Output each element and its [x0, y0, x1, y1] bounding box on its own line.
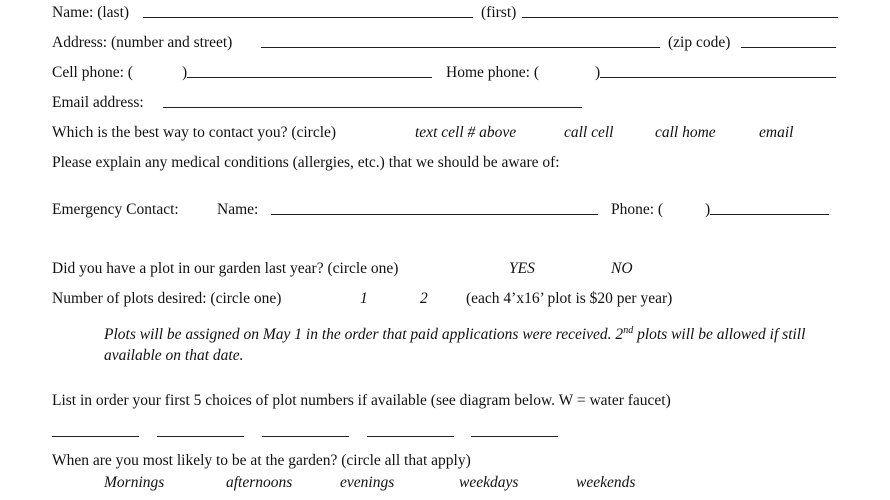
option-mornings[interactable]: Mornings — [104, 474, 165, 491]
cell-phone-label: Cell phone: ( — [52, 64, 133, 81]
medical-row — [0, 153, 890, 173]
plot-choices-row — [0, 391, 890, 411]
emergency-phone-field[interactable] — [710, 200, 829, 215]
cell-paren-close: ) — [182, 64, 188, 81]
plots-desired-question: Number of plots desired: (circle one) — [52, 290, 282, 307]
zip-label: (zip code) — [668, 34, 731, 51]
contact-method-question: Which is the best way to contact you? (circle) — [52, 124, 337, 141]
plot-last-year-question: Did you have a plot in our garden last year? (circle one) — [52, 260, 399, 277]
garden-times-options — [0, 473, 890, 493]
garden-times-row — [0, 451, 890, 471]
option-yes[interactable]: YES — [509, 260, 535, 277]
cell-phone-field[interactable] — [187, 63, 432, 78]
address-row — [0, 33, 890, 53]
plot-choice-1-field[interactable] — [52, 422, 139, 437]
option-weekends[interactable]: weekends — [576, 474, 636, 491]
phone-row — [0, 63, 890, 83]
email-field[interactable] — [163, 93, 582, 108]
plot-choices-question: List in order your first 5 choices of plot numbers if available (see diagram below. W = water faucet) — [52, 392, 671, 409]
home-phone-field[interactable] — [600, 63, 836, 78]
option-no[interactable]: NO — [611, 260, 633, 277]
assignment-note: Plots will be assigned on May 1 in the order that paid applications were received. 2nd plots will be allowed if still available on that date. — [104, 325, 806, 365]
plot-choice-3-field[interactable] — [262, 422, 349, 437]
plot-choice-4-field[interactable] — [367, 422, 454, 437]
first-name-label: (first) — [481, 4, 517, 21]
name-row — [0, 3, 890, 23]
option-call-cell[interactable]: call cell — [564, 124, 614, 141]
plots-desired-row — [0, 289, 890, 309]
option-evenings[interactable]: evenings — [340, 474, 395, 491]
emergency-paren-close: ) — [705, 201, 711, 218]
home-phone-label: Home phone: ( — [446, 64, 539, 81]
emergency-phone-label: Phone: ( — [611, 201, 664, 218]
emergency-label: Emergency Contact: — [52, 201, 179, 218]
medical-question: Please explain any medical conditions (allergies, etc.) that we should be aware of: — [52, 154, 560, 171]
last-name-field[interactable] — [143, 3, 473, 18]
option-2[interactable]: 2 — [420, 290, 428, 307]
price-note: (each 4’x16’ plot is $20 per year) — [466, 290, 673, 307]
option-afternoons[interactable]: afternoons — [226, 474, 293, 491]
email-row — [0, 93, 890, 113]
plot-last-year-row — [0, 259, 890, 279]
plot-choice-blanks — [0, 422, 890, 442]
emergency-name-field[interactable] — [271, 200, 598, 215]
zip-field[interactable] — [741, 33, 836, 48]
street-label: Address: (number and street) — [52, 34, 233, 51]
plot-choice-5-field[interactable] — [471, 422, 558, 437]
garden-times-question: When are you most likely to be at the garden? (circle all that apply) — [52, 452, 471, 469]
option-call-home[interactable]: call home — [655, 124, 716, 141]
last-name-label: Name: (last) — [52, 4, 130, 21]
first-name-field[interactable] — [522, 3, 838, 18]
home-paren-close: ) — [595, 64, 601, 81]
option-email[interactable]: email — [759, 124, 794, 141]
emergency-name-label: Name: — [217, 201, 259, 218]
emergency-row — [0, 200, 890, 220]
option-weekdays[interactable]: weekdays — [459, 474, 519, 491]
street-field[interactable] — [261, 33, 660, 48]
plot-choice-2-field[interactable] — [157, 422, 244, 437]
contact-method-row — [0, 123, 890, 143]
option-1[interactable]: 1 — [360, 290, 368, 307]
option-text-cell[interactable]: text cell # above — [415, 124, 517, 141]
email-label: Email address: — [52, 94, 144, 111]
